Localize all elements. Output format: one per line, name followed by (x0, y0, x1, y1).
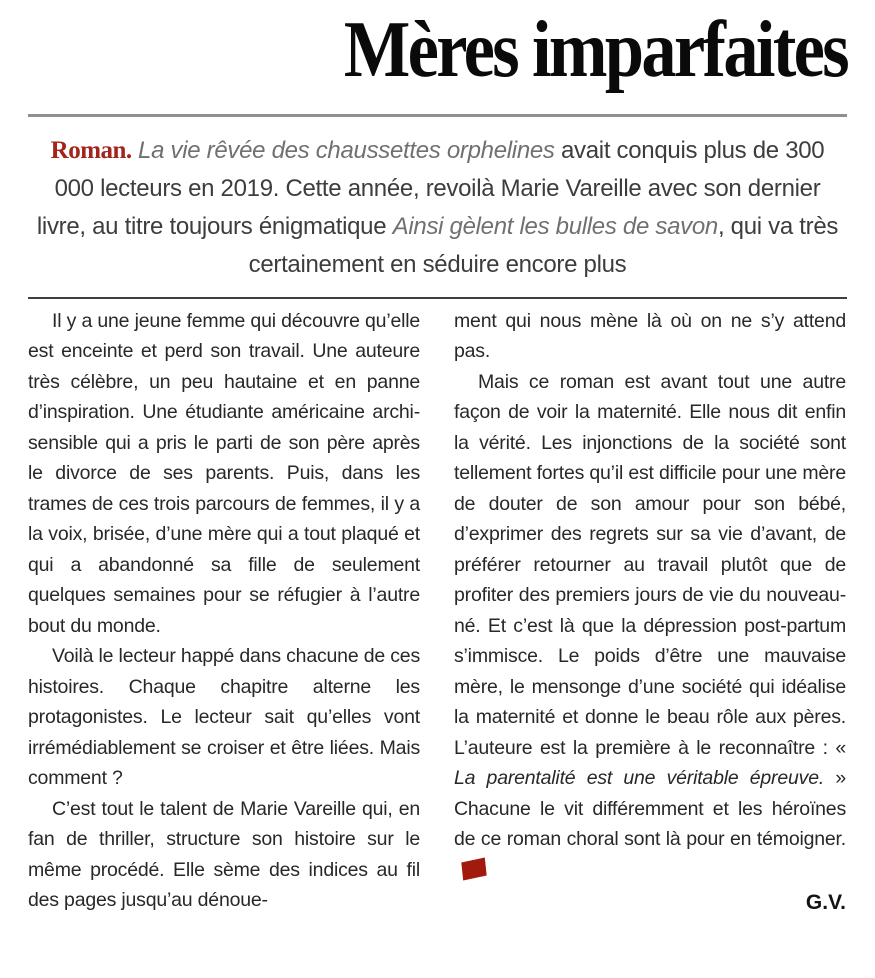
end-of-article-mark-icon (461, 857, 486, 880)
title-divider (28, 114, 847, 117)
book-title-italic: La vie rêvée des chaussettes orphelines (131, 136, 555, 164)
standfirst (28, 132, 847, 284)
paragraph (454, 306, 846, 367)
quote-italic-text: La parentalité est une véritable épreuve. (454, 767, 825, 790)
column-right (454, 306, 846, 919)
paragraph-text: » Chacune le vit différemment et les héroïnes de ce roman choral sont là pour en témoigner. (454, 767, 846, 851)
paragraph (28, 794, 420, 916)
genre-kicker: Roman. (50, 136, 132, 164)
column-left (28, 306, 420, 919)
standfirst-run: avait conquis plus de 300 000 lecteurs en 2019. Cette année, revoilà Marie Vareille avec son dernier livre, au titre toujours énigmatique (36, 136, 825, 240)
book-title-italic: Ainsi gèlent les bulles de savon (392, 212, 718, 240)
standfirst-run: , qui va très certainement en séduire encore plus (248, 212, 839, 278)
paragraph (28, 641, 420, 794)
body-divider (28, 297, 847, 299)
author-initials: G.V. (805, 891, 846, 915)
article-body (28, 306, 847, 919)
paragraph (28, 306, 420, 642)
masthead (28, 0, 847, 92)
paragraph-text: ment qui nous mène là où on ne s’y attend pas. (454, 309, 846, 363)
paragraph-text: Voilà le lecteur happé dans chacune de ces histoires. Chaque chapitre alterne les protagonistes. Le lecteur sait qu’elles vont irrémédiablement se croiser et être liées. Mais comment ? (28, 645, 420, 790)
standfirst-text (37, 137, 838, 278)
paragraph-text: Mais ce roman est avant tout une autre façon de voir la maternité. Elle nous dit enfin la vérité. Les injonctions de la société sont tellement fortes qu’il est difficile pour une mère de douter de son amour pour son bébé, d’exprimer des regrets sur sa vie d’avant, de préférer retourner au travail plutôt que de profiter des premiers jours de vie du nouveau-né. Et c’est là que la dépression post-partum s’immisce. Le poids d’être une mauvaise mère, le mensonge d’une société qui idéalise la maternité et donne le beau rôle aux pères. L’auteure est la première à le reconnaître : « (454, 370, 846, 759)
page-title: Mères imparfaites (343, 6, 847, 94)
column-right-paragraphs (454, 306, 846, 886)
paragraph-text: Il y a une jeune femme qui découvre qu’elle est enceinte et perd son travail. Une auteure très célèbre, un peu hautaine et en panne d’inspiration. Une étudiante américaine archi-sensible qui a pris le parti de son père après le divorce de ses parents. Puis, dans les trames de ces trois parcours de femmes, il y a la voix, brisée, d’une mère qui a tout plaqué et qui a abandonné sa fille de seulement quelques semaines pour se réfugier à l’autre bout du monde. (28, 309, 420, 637)
paragraph (454, 367, 846, 886)
paragraph-text: C’est tout le talent de Marie Vareille qui, en fan de thriller, structure son histoire sur le même procédé. Elle sème des indices au fil des pages jusqu’au dénoue- (28, 797, 420, 912)
